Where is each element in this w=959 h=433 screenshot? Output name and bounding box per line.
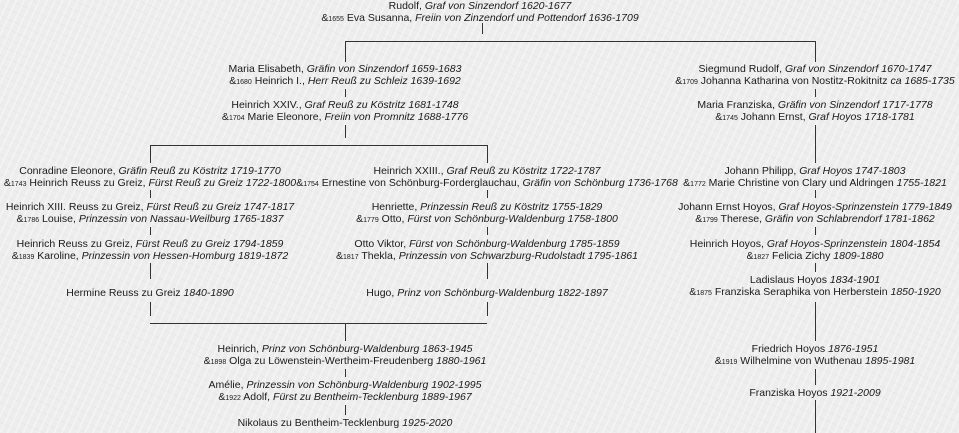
person-entry: [749, 387, 880, 399]
marriage-year: 1743: [10, 181, 27, 188]
marriage-year: 1745: [722, 115, 738, 122]
connector: [815, 125, 816, 163]
connector: [150, 145, 151, 163]
person-title: Prinzessin von Schwarzburg-Rudolstadt 1795-1861: [398, 250, 638, 262]
spouse-entry: &1799 Therese, Gräfin von Schlabrendorf 1781-1862: [695, 213, 935, 225]
person-title: Graf Reuß zu Köstritz 1722-1787: [446, 165, 601, 177]
person-title: 1840-1890: [183, 287, 234, 299]
person-title: Graf von Sinzendorf 1620-1677: [424, 0, 572, 12]
person-name: Heinrich I.,: [254, 75, 308, 87]
person-title: Prinz von Schönburg-Waldenburg 1863-1945: [261, 343, 473, 355]
person-title: Freiin von Zinzendorf und Pottendorf 1636-1709: [415, 12, 639, 24]
person-title: Gräfin Reuß zu Köstritz 1719-1770: [118, 165, 281, 177]
connector: [815, 263, 816, 272]
spouse-entry: &1709 Johanna Katharina von Nostitz-Rokitnitz ca 1685-1735: [675, 75, 955, 87]
person-name: Heinrich Reuss zu Greiz,: [16, 238, 136, 250]
person-title: 1921-2009: [830, 387, 881, 399]
marriage-year: 1827: [753, 254, 770, 261]
person-entry: [209, 379, 482, 391]
connector: [150, 145, 487, 146]
person-title: Fürst von Schönburg-Waldenburg 1758-1800: [407, 213, 618, 225]
person-entry: [366, 287, 607, 299]
spouse-entry: &1922 Adolf, Fürst zu Bentheim-Tecklenburg 1889-1967: [218, 391, 472, 403]
person-entry: [231, 99, 458, 111]
connector: [487, 302, 488, 316]
person-name: Siegmund Rudolf,: [698, 63, 785, 75]
person-title: Prinzessin von Schönburg-Waldenburg 1902-1995: [246, 379, 482, 391]
person-name: Johann Philipp,: [724, 165, 800, 177]
person-name: Franziska Seraphika von Herberstein: [714, 286, 891, 298]
connector: [815, 41, 816, 62]
person-title: 1755-1821: [896, 177, 947, 189]
person-name: Friedrich Hoyos: [751, 343, 829, 355]
person-name: Maria Franziska,: [697, 99, 778, 111]
person-entry: [752, 343, 879, 355]
person-title: Fürst Reuß zu Greiz 1722-1800: [148, 177, 297, 189]
person-name: Louise,: [42, 213, 79, 225]
spouse-entry: &1919 Wilhelmine von Wuthenau 1895-1981: [714, 355, 916, 367]
spouse-entry: &1786 Louise, Prinzessin von Nassau-Weilburg 1765-1837: [16, 213, 284, 225]
marriage-year: 1680: [236, 79, 252, 86]
connector: [150, 263, 151, 279]
person-entry: [697, 99, 932, 111]
person-name: Nikolaus zu Bentheim-Tecklenburg: [237, 417, 403, 429]
person-name: Heinrich Reuss zu Greiz,: [29, 177, 149, 189]
spouse-entry: &1898 Olga zu Löwenstein-Wertheim-Freudenberg 1880-1961: [203, 355, 487, 367]
person-title: Graf Hoyos 1747-1803: [799, 165, 906, 177]
person-entry: [66, 287, 234, 299]
spouse-entry: &1655 Eva Susanna, Freiin von Zinzendorf und Pottendorf 1636-1709: [321, 12, 639, 24]
person-entry: [17, 238, 284, 250]
connector: [815, 190, 816, 198]
spouse-entry: &1779 Otto, Fürst von Schönburg-Waldenburg 1758-1800: [356, 213, 618, 225]
spouse-entry: &1839 Karoline, Prinzessin von Hessen-Homburg 1819-1872: [11, 250, 289, 262]
spouse-entry: &1754 Ernestine von Schönburg-Forderglauchau, Gräfin von Schönburg 1736-1768: [296, 177, 678, 189]
person-name: Henriette,: [371, 201, 421, 213]
person-entry: [218, 343, 473, 355]
marriage-year: 1786: [23, 217, 40, 224]
person-entry: [678, 201, 952, 213]
person-entry: [6, 201, 294, 213]
connector: [150, 302, 151, 316]
person-name: Ladislaus Hoyos: [749, 274, 830, 286]
marriage-year: 1709: [682, 79, 698, 86]
person-title: Prinz von Schönburg-Waldenburg 1822-1897: [397, 287, 608, 299]
person-entry: [690, 238, 940, 250]
person-title: Gräfin von Sinzendorf 1717-1778: [777, 99, 933, 111]
person-entry: [354, 238, 619, 250]
person-title: Graf Hoyos-Sprinzenstein 1804-1854: [766, 238, 941, 250]
person-title: Graf Hoyos 1718-1781: [808, 111, 915, 123]
person-title: Fürst Reuß zu Greiz 1794-1859: [135, 238, 284, 250]
person-name: Otto,: [381, 213, 408, 225]
connector: [487, 227, 488, 235]
marriage-year: 1817: [343, 254, 359, 261]
connector: [345, 89, 346, 97]
person-name: Otto Viktor,: [354, 238, 410, 250]
person-name: Heinrich XIII. Reuss zu Greiz,: [5, 201, 147, 213]
connector: [487, 263, 488, 279]
person-title: 1876-1951: [828, 343, 879, 355]
person-title: 1809-1880: [833, 250, 884, 262]
marriage-year: 1779: [363, 217, 379, 224]
person-entry: [372, 201, 603, 213]
person-title: Herr Reuß zu Schleiz 1639-1692: [307, 75, 461, 87]
person-name: Heinrich,: [217, 343, 262, 355]
marriage-year: 1839: [18, 254, 35, 261]
person-entry: [19, 165, 280, 177]
marriage-year: 1898: [210, 359, 227, 366]
person-name: Heinrich XXIII.,: [373, 165, 447, 177]
person-title: Freiin von Promnitz 1688-1776: [324, 111, 469, 123]
connector: [815, 89, 816, 97]
person-name: Maria Elisabeth,: [228, 63, 307, 75]
person-name: Hermine Reuss zu Greiz: [66, 287, 184, 299]
person-title: Fürst Reuß zu Greiz 1747-1817: [146, 201, 295, 213]
person-title: 1834-1901: [829, 274, 881, 286]
connector: [345, 41, 815, 42]
person-name: Johann Ernst,: [740, 111, 809, 123]
connector: [150, 323, 487, 324]
marriage-year: 1655: [328, 16, 344, 23]
person-name: Thekla,: [361, 250, 399, 262]
person-name: Johanna Katharina von Nostitz-Rokitnitz: [700, 75, 891, 87]
connector: [345, 41, 346, 62]
connector: [150, 190, 151, 198]
person-title: Prinzessin von Hessen-Homburg 1819-1872: [81, 250, 289, 262]
spouse-entry: &1745 Johann Ernst, Graf Hoyos 1718-1781: [715, 111, 915, 123]
marriage-year: 1772: [690, 181, 706, 188]
person-name: Heinrich XXIV.,: [231, 99, 305, 111]
connector: [345, 323, 346, 341]
connector: [815, 369, 816, 385]
person-name: Marie Christine von Clary und Aldringen: [708, 177, 897, 189]
connector: [815, 302, 816, 341]
person-name: Rudolf,: [388, 0, 425, 12]
person-name: Heinrich Hoyos,: [689, 238, 767, 250]
person-name: Marie Eleonore,: [247, 111, 325, 123]
person-entry: [373, 165, 600, 177]
person-name: Amélie,: [208, 379, 247, 391]
connector: [487, 145, 488, 163]
person-entry: [725, 165, 906, 177]
marriage-year: 1704: [228, 115, 245, 122]
person-name: Eva Susanna,: [346, 12, 416, 24]
person-name: Conradine Eleonore,: [19, 165, 119, 177]
person-entry: [229, 63, 462, 75]
person-title: Graf von Sinzendorf 1670-1747: [784, 63, 932, 75]
person-name: Franziska Hoyos: [749, 387, 831, 399]
person-title: Prinzessin Reuß zu Köstritz 1755-1829: [420, 201, 603, 213]
marriage-year: 1919: [721, 359, 738, 366]
person-title: Graf Hoyos-Sprinzenstein 1779-1849: [778, 201, 952, 213]
connector: [150, 227, 151, 235]
person-title: 1880-1961: [436, 355, 487, 367]
person-title: Gräfin von Schönburg 1736-1768: [522, 177, 678, 189]
person-title: 1850-1920: [890, 286, 941, 298]
person-name: Adolf,: [243, 391, 274, 403]
spouse-entry: &1743 Heinrich Reuss zu Greiz, Fürst Reuß zu Greiz 1722-1800: [3, 177, 297, 189]
spouse-entry: &1875 Franziska Seraphika von Herberstein 1850-1920: [689, 286, 941, 298]
connector: [345, 369, 346, 377]
person-name: Felicia Zichy: [772, 250, 834, 262]
person-name: Olga zu Löwenstein-Wertheim-Freudenberg: [229, 355, 437, 367]
person-entry: [699, 63, 932, 75]
connector: [487, 190, 488, 198]
person-title: Graf Reuß zu Köstritz 1681-1748: [304, 99, 459, 111]
person-name: Ernestine von Schönburg-Forderglauchau,: [321, 177, 523, 189]
spouse-entry: &1817 Thekla, Prinzessin von Schwarzburg-Rudolstadt 1795-1861: [336, 250, 638, 262]
person-title: Prinzessin von Nassau-Weilburg 1765-1837: [78, 213, 284, 225]
spouse-entry: &1772 Marie Christine von Clary und Aldringen 1755-1821: [683, 177, 947, 189]
person-entry: [238, 417, 453, 429]
person-name: Wilhelmine von Wuthenau: [740, 355, 865, 367]
person-title: ca 1685-1735: [890, 75, 955, 87]
person-title: Gräfin von Sinzendorf 1659-1683: [306, 63, 462, 75]
connector: [345, 405, 346, 415]
marriage-year: 1922: [225, 395, 241, 402]
spouse-entry: &1704 Marie Eleonore, Freiin von Promnitz 1688-1776: [221, 111, 469, 123]
spouse-entry: &1680 Heinrich I., Herr Reuß zu Schleiz 1639-1692: [229, 75, 461, 87]
person-name: Hugo,: [366, 287, 398, 299]
person-title: 1925-2020: [402, 417, 453, 429]
spouse-entry: &1827 Felicia Zichy 1809-1880: [746, 250, 884, 262]
person-title: 1895-1981: [865, 355, 916, 367]
person-title: Gräfin von Schlabrendorf 1781-1862: [764, 213, 935, 225]
connector: [345, 125, 346, 138]
connector: [815, 227, 816, 235]
person-name: Therese,: [720, 213, 765, 225]
marriage-year: 1754: [303, 181, 319, 188]
person-entry: [750, 274, 880, 286]
person-name: Karoline,: [37, 250, 82, 262]
person-title: Fürst von Schönburg-Waldenburg 1785-1859: [409, 238, 620, 250]
marriage-year: 1875: [696, 290, 712, 297]
connector: [815, 400, 816, 433]
marriage-year: 1799: [702, 217, 718, 224]
person-title: Fürst zu Bentheim-Tecklenburg 1889-1967: [273, 391, 472, 403]
person-entry: [389, 0, 572, 12]
person-name: Johann Ernst Hoyos,: [678, 201, 779, 213]
